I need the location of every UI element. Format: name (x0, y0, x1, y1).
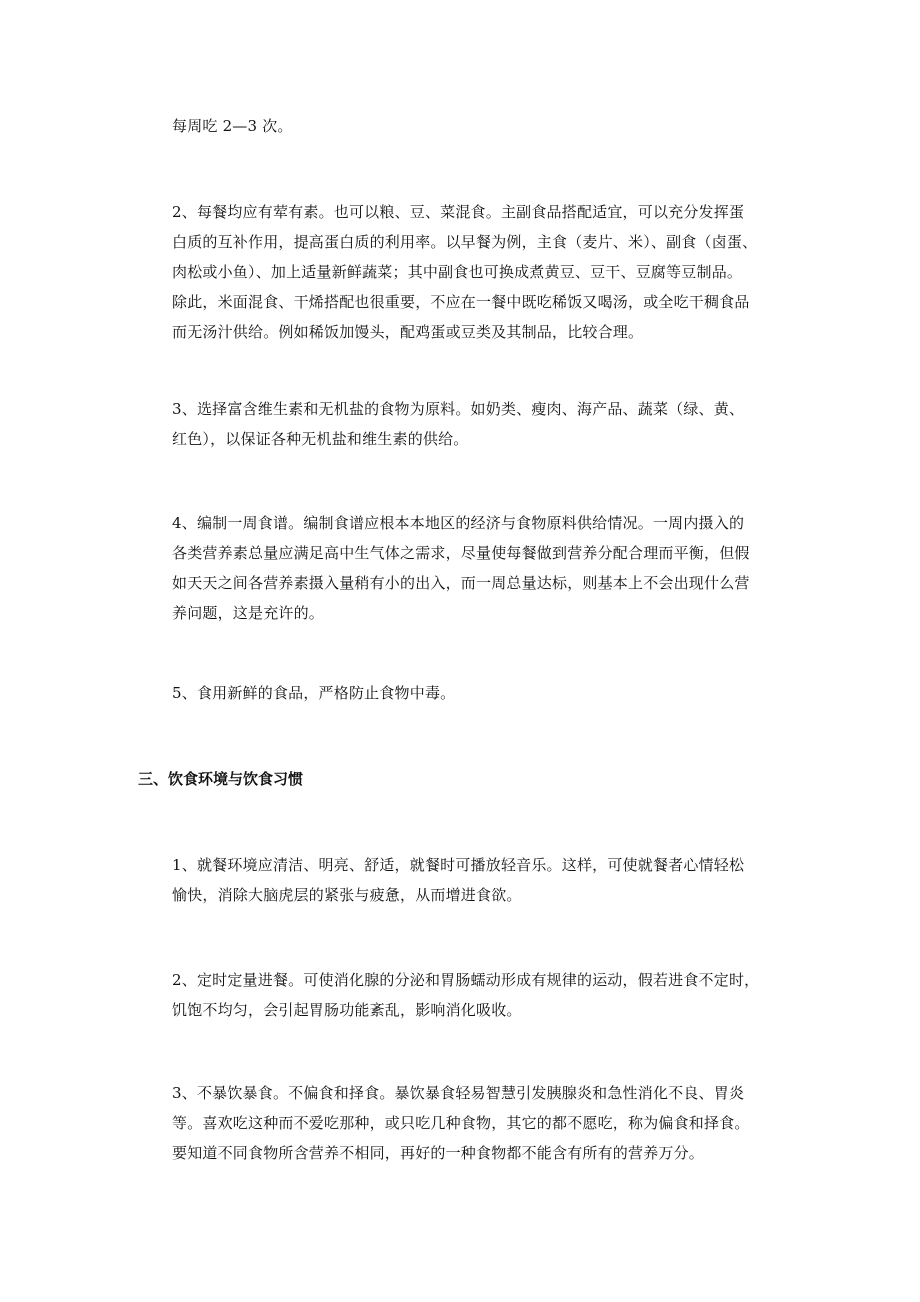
text-line: 3、不暴饮暴食。不偏食和择食。暴饮暴食轻易智慧引发胰腺炎和急性消化不良、胃炎 (172, 1084, 745, 1102)
text-line: 如天天之间各营养素摄入量稍有小的出入，而一周总量达标，则基本上不会出现什么营 (172, 574, 750, 592)
item-3-paragraph (172, 394, 782, 454)
section-3-item-3-paragraph (172, 1078, 782, 1168)
text-line: 等。喜欢吃这种而不爱吃那种，或只吃几种食物，其它的都不愿吃，称为偏食和择食。 (172, 1114, 750, 1132)
intro-tail-paragraph (172, 111, 782, 141)
text-line: 3、选择富含维生素和无机盐的食物为原料。如奶类、瘦肉、海产品、蔬菜（绿、黄、 (172, 400, 745, 418)
text-line: 愉快，消除大脑虎层的紧张与疲惫，从而增进食欲。 (172, 886, 522, 904)
text-line: 除此，米面混食、干烯搭配也很重要，不应在一餐中既吃稀饭又喝汤，或全吃干稠食品 (172, 293, 750, 311)
item-2-paragraph (172, 197, 782, 347)
text-line: 2、定时定量进餐。可使消化腺的分泌和胃肠蠕动形成有规律的运动，假若进食不定时， (172, 971, 760, 989)
text-line: 养问题，这是充许的。 (172, 604, 325, 622)
text-line: 各类营养素总量应满足高中生气体之需求，尽量使每餐做到营养分配合理而平衡，但假 (172, 544, 750, 562)
text-line: 饥饱不均匀，会引起胃肠功能紊乱，影响消化吸收。 (172, 1001, 522, 1019)
text-line: 4、编制一周食谱。编制食谱应根本本地区的经济与食物原料供给情况。一周内摄入的 (172, 514, 745, 532)
text-line: 2、每餐均应有荤有素。也可以粮、豆、菜混食。主副食品搭配适宜，可以充分发挥蛋 (172, 203, 745, 221)
section-3-item-2-paragraph (172, 965, 782, 1025)
section-3-item-1-paragraph (172, 850, 782, 910)
item-5-paragraph (172, 678, 782, 708)
text-line: 要知道不同食物所含营养不相同，再好的一种食物都不能含有所有的营养万分。 (172, 1144, 705, 1162)
text-line: 红色），以保证各种无机盐和维生素的供给。 (172, 430, 469, 448)
text-line: 肉松或小鱼）、加上适量新鲜蔬菜；其中副食也可换成煮黄豆、豆干、豆腐等豆制品。 (172, 263, 743, 281)
text-line: 5、食用新鲜的食品，严格防止食物中毒。 (172, 684, 456, 702)
section-3-heading: 三、饮食环境与饮食习惯 (138, 770, 304, 788)
text-line: 而无汤汁供给。例如稀饭加馒头，配鸡蛋或豆类及其制品，比较合理。 (172, 323, 644, 341)
item-4-paragraph (172, 508, 782, 628)
text-line: 每周吃 2—3 次。 (172, 117, 293, 135)
text-line: 1、就餐环境应清洁、明亮、舒适，就餐时可播放轻音乐。这样，可使就餐者心情轻松 (172, 856, 745, 874)
text-line: 白质的互补作用，提高蛋白质的利用率。以早餐为例，主食（麦片、米）、副食（卤蛋、 (172, 233, 758, 251)
